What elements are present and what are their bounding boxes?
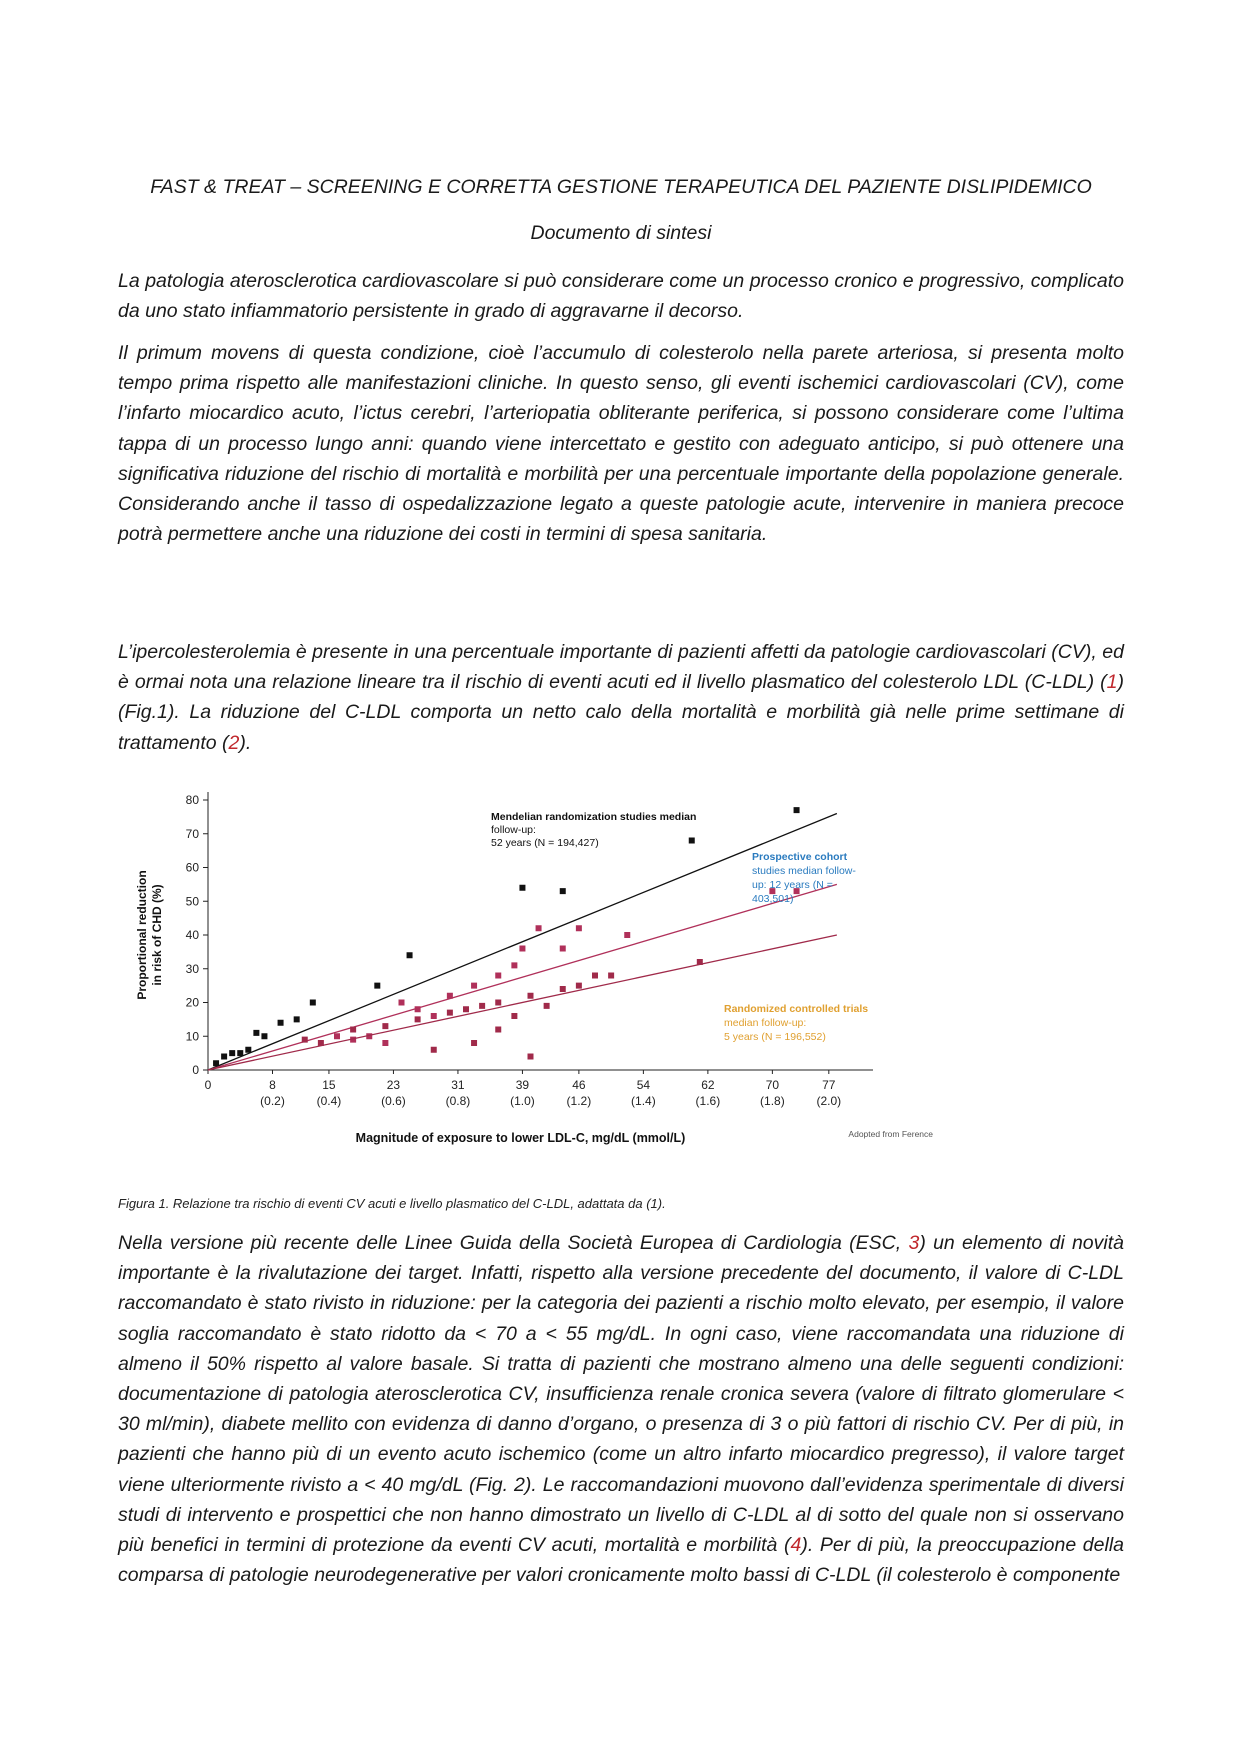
data-point-cohort — [576, 925, 582, 931]
data-point-mendelian — [560, 888, 566, 894]
figure-caption: Figura 1. Relazione tra rischio di eventi CV acuti e livello plasmatico del C-LDL, adattata da (1). — [118, 1196, 666, 1211]
data-point-cohort — [431, 1013, 437, 1019]
paragraph-3-text-b: ) (Fig.1). La riduzione del C-LDL comporta un netto calo della mortalità e morbilità già nelle prime settimane di trattamento ( — [118, 671, 1124, 754]
data-point-rct — [528, 993, 534, 999]
data-point-cohort — [399, 1000, 405, 1006]
document-title: FAST & TREAT – SCREENING E CORRETTA GESTIONE TERAPEUTICA DEL PAZIENTE DISLIPIDEMICO — [150, 176, 1092, 198]
data-point-rct — [479, 1003, 485, 1009]
paragraph-3-text-a: L’ipercolesterolemia è presente in una percentuale importante di pazienti affetti da patologie cardiovascolari (CV), ed è ormai nota una relazione lineare tra il rischio di eventi acuti ed il livello plasmatico del colesterolo LDL (C-LDL) ( — [118, 641, 1124, 694]
paragraph-3-text-c: ). — [239, 731, 252, 754]
data-point-rct — [463, 1006, 469, 1012]
x-tick-sublabel: (2.0) — [816, 1094, 842, 1108]
data-point-mendelian — [374, 983, 380, 989]
y-axis-label-line-2: in risk of CHD (%) — [150, 884, 164, 986]
series-label-mendelian-line-1: Mendelian randomization studies median — [491, 811, 697, 823]
series-label-rct-line-1: Randomized controlled trials — [724, 1003, 869, 1015]
reference-1-link[interactable]: 1 — [1106, 671, 1118, 694]
x-tick-label: 0 — [204, 1078, 212, 1092]
data-point-rct — [592, 973, 598, 979]
series-label-cohort-line-4: 403,501) — [752, 893, 794, 905]
y-tick-label: 20 — [185, 995, 199, 1010]
data-point-cohort — [415, 1006, 421, 1012]
data-point-mendelian — [294, 1016, 300, 1022]
x-tick-sublabel: (1.0) — [510, 1094, 535, 1108]
data-point-mendelian — [221, 1054, 227, 1060]
x-tick-sublabel: (0.6) — [381, 1094, 406, 1108]
data-point-mendelian — [261, 1033, 267, 1039]
x-tick-sublabel: (0.2) — [260, 1094, 285, 1108]
data-point-rct — [495, 1000, 501, 1006]
paragraph-4-text-a: Nella versione più recente delle Linee Guida della Società Europea di Cardiologia (ESC, — [118, 1232, 909, 1254]
data-point-mendelian — [689, 838, 695, 844]
x-tick-label: 62 — [701, 1078, 715, 1092]
reference-3-link[interactable]: 3 — [908, 1232, 920, 1254]
x-tick-label: 39 — [515, 1078, 530, 1092]
data-point-rct — [447, 1010, 453, 1016]
reference-4-link[interactable]: 4 — [790, 1534, 802, 1557]
data-point-cohort — [519, 946, 525, 952]
series-label-rct-line-3: 5 years (N = 196,552) — [724, 1031, 826, 1043]
data-point-mendelian — [237, 1050, 243, 1056]
y-tick-label: 40 — [185, 928, 199, 942]
data-point-rct — [302, 1037, 308, 1043]
data-point-rct — [415, 1016, 421, 1022]
y-axis-label-line-1: Proportional reduction — [135, 870, 149, 1000]
data-point-rct — [511, 1013, 517, 1019]
x-tick-sublabel: (1.8) — [760, 1094, 785, 1108]
data-point-mendelian — [245, 1047, 251, 1053]
y-tick-label: 80 — [185, 793, 199, 807]
series-label-cohort-line-2: studies median follow- — [752, 865, 856, 877]
data-point-rct — [608, 973, 614, 979]
y-tick-label: 30 — [185, 961, 199, 976]
data-point-mendelian — [407, 952, 413, 958]
data-point-mendelian — [794, 807, 800, 813]
data-point-cohort — [495, 973, 501, 979]
data-point-rct — [382, 1023, 388, 1029]
paragraph-4 — [118, 1228, 1124, 1590]
y-tick-label: 70 — [185, 826, 199, 841]
document-subtitle: Documento di sintesi — [530, 222, 712, 244]
data-point-cohort — [511, 962, 517, 968]
x-tick-label: 15 — [322, 1078, 336, 1092]
x-axis-label: Magnitude of exposure to lower LDL-C, mg/dL (mmol/L) — [355, 1131, 686, 1145]
ldl-risk-figure — [118, 780, 938, 1170]
x-tick-label: 77 — [822, 1078, 836, 1092]
x-tick-label: 70 — [765, 1078, 780, 1092]
data-point-cohort — [447, 993, 453, 999]
data-point-rct — [576, 983, 582, 989]
data-point-cohort — [471, 983, 477, 989]
data-point-mendelian — [278, 1020, 284, 1026]
paragraph-4-text-b: ) un elemento di novità importante è la rivalutazione dei target. Infatti, rispetto alla versione precedente del documento, il valore di C-LDL raccomandato è stato rivisto in riduzione: per la categoria dei pazienti a rischio molto elevato, per esempio, il valore soglia raccomandato è stato ridotto da < 70 a < 55 mg/dL. In ogni caso, viene raccomandata una riduzione di almeno il 50% rispetto al valore basale. Si tratta di pazienti che mostrano almeno una delle seguenti condizioni: documentazione di patologia aterosclerotica CV, insufficienza renale cronica severa (valore di filtrato glomerulare < 30 ml/min), diabete mellito con evidenza di danno d’organo, o presenza di 3 o più fattori di rischio CV. Per di più, in pazienti che hanno più di un evento acuto ischemico (come un altro infarto miocardico pregresso), il valore target viene ulteriormente rivisto a < 40 mg/dL (Fig. 2). Le raccomandazioni muovono dall’evidenza sperimentale di diversi studi di intervento e prospettici che non hanno dimostrato un livello di C-LDL al di sotto del quale non si osservano più benefici in termini di protezione da eventi CV acuti, mortalità e morbilità ( — [118, 1232, 1125, 1557]
x-tick-sublabel: (0.8) — [445, 1094, 471, 1108]
data-point-cohort — [624, 932, 630, 938]
data-point-rct — [495, 1027, 501, 1033]
source-note: Adopted from Ference — [848, 1129, 933, 1139]
x-tick-sublabel: (1.2) — [566, 1094, 592, 1108]
x-tick-label: 54 — [636, 1078, 651, 1092]
data-point-rct — [350, 1027, 356, 1033]
data-point-rct — [697, 959, 703, 965]
x-tick-label: 23 — [386, 1078, 401, 1092]
x-tick-sublabel: (1.6) — [695, 1094, 721, 1108]
data-point-mendelian — [229, 1050, 235, 1056]
data-point-rct — [560, 986, 566, 992]
x-tick-label: 46 — [572, 1078, 586, 1092]
data-point-rct — [528, 1054, 534, 1060]
data-point-mendelian — [310, 1000, 316, 1006]
x-tick-label: 8 — [269, 1078, 276, 1092]
series-label-cohort-line-3: up: 12 years (N = — [752, 879, 833, 891]
x-tick-label: 31 — [451, 1078, 465, 1092]
data-point-cohort — [536, 925, 542, 931]
data-point-rct — [544, 1003, 550, 1009]
data-point-mendelian — [253, 1030, 259, 1036]
paragraph-2: Il primum movens di questa condizione, cioè l’accumulo di colesterolo nella parete arteriosa, si presenta molto tempo prima rispetto alle manifestazioni cliniche. In questo senso, gli eventi ischemici cardiovascolari (CV), come l’infarto miocardico acuto, l’ictus cerebri, l’arteriopatia obliterante periferica, si possono considerare come l’ultima tappa di un processo lungo anni: quando viene intercettato e gestito con adeguato anticipo, si può ottenere una significativa riduzione del rischio di mortalità e morbilità per una percentuale importante della popolazione generale. Considerando anche il tasso di ospedalizzazione legato a queste patologie acute, intervenire in maniera precoce potrà permettere anche una riduzione dei costi in termini di spesa sanitaria. — [118, 342, 1124, 546]
data-point-rct — [431, 1047, 437, 1053]
series-label-mendelian-line-2: follow-up: — [491, 824, 536, 836]
data-point-rct — [318, 1040, 324, 1046]
data-point-mendelian — [519, 885, 525, 891]
series-label-rct-line-2: median follow-up: — [724, 1017, 807, 1029]
x-tick-sublabel: (1.4) — [631, 1094, 656, 1108]
series-label-cohort-line-1: Prospective cohort — [752, 851, 848, 863]
paragraph-3 — [118, 637, 1124, 758]
y-tick-label: 0 — [192, 1063, 199, 1077]
x-tick-sublabel: (0.4) — [316, 1094, 342, 1108]
data-point-cohort — [382, 1040, 388, 1046]
data-point-rct — [471, 1040, 477, 1046]
y-tick-label: 50 — [185, 894, 199, 909]
y-tick-label: 60 — [185, 860, 199, 875]
series-label-mendelian-line-3: 52 years (N = 194,427) — [491, 837, 599, 849]
paragraph-1: La patologia aterosclerotica cardiovascolare si può considerare come un processo cronico e progressivo, complicato da uno stato infiammatorio persistente in grado di aggravarne il decorso. — [118, 270, 1124, 323]
data-point-cohort — [560, 946, 566, 952]
paragraph-4-text-c: ). Per di più, la preoccupazione della comparsa di patologie neurodegenerative per valori cronicamente molto bassi di C-LDL (il colesterolo è componente — [118, 1534, 1125, 1587]
reference-2-link[interactable]: 2 — [228, 731, 240, 754]
y-tick-label: 10 — [185, 1029, 199, 1044]
data-point-cohort — [334, 1033, 340, 1039]
data-point-mendelian — [213, 1060, 219, 1066]
